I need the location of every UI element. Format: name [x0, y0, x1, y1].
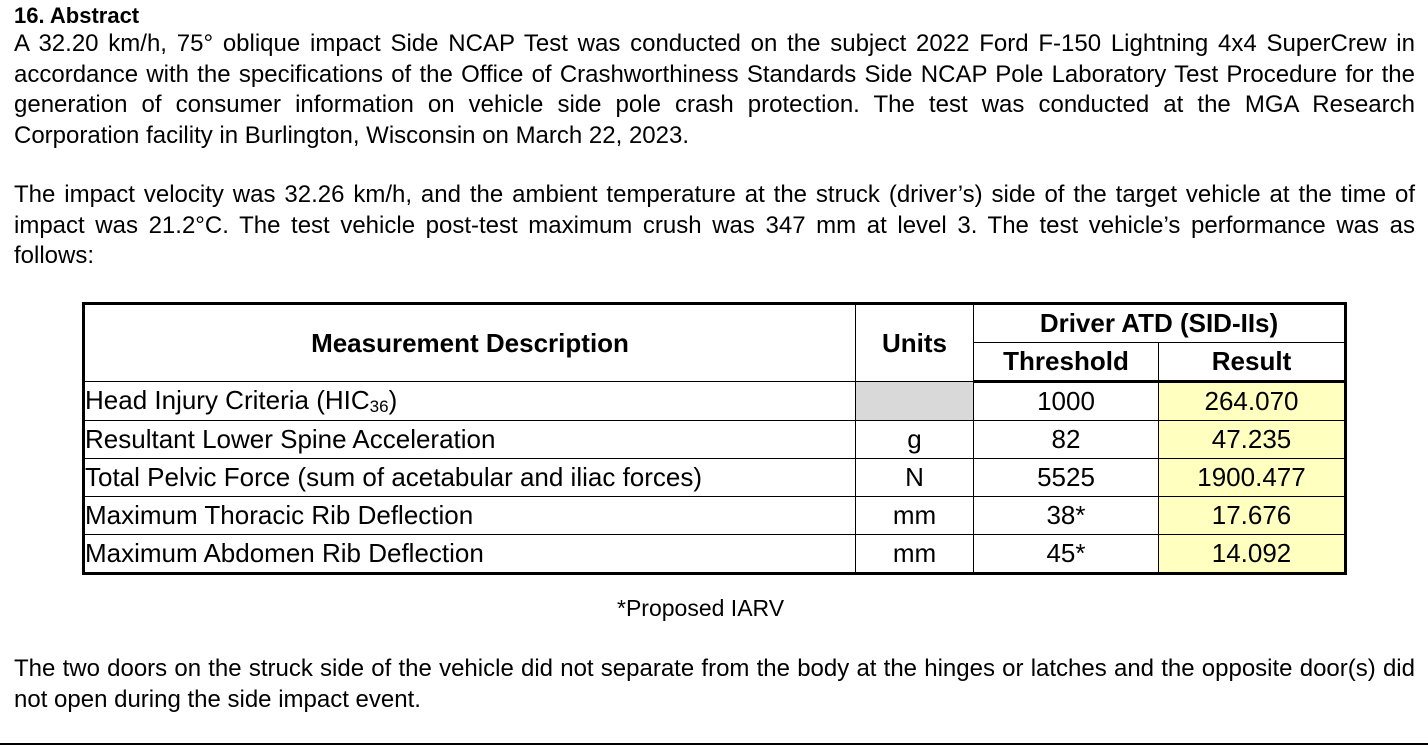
- header-units: Units: [856, 304, 974, 382]
- row-threshold: 5525: [974, 459, 1159, 497]
- abstract-paragraph-2: The impact velocity was 32.26 km/h, and the ambient temperature at the struck (driver’s) side of the target vehicle at the time of impact was 21.2°C. The test vehicle post-test maximum crush was 347 mm at level 3. The test vehicle’s performance was as follows:: [14, 181, 1415, 269]
- abstract-paragraph-3: The two doors on the struck side of the vehicle did not separate from the body at the hinges or latches and the opposite door(s) did not open during the side impact event.: [14, 655, 1415, 713]
- row-result: 1900.477: [1159, 459, 1346, 497]
- row-result: 264.070: [1159, 382, 1346, 421]
- row-units: mm: [856, 497, 974, 535]
- results-table: [82, 302, 1347, 575]
- row-units: mm: [856, 535, 974, 574]
- row-units: N: [856, 459, 974, 497]
- bottom-rule: [0, 743, 1428, 745]
- row-threshold: 38*: [974, 497, 1159, 535]
- row-description: Maximum Abdomen Rib Deflection: [84, 535, 856, 574]
- abstract-paragraph-1: A 32.20 km/h, 75° oblique impact Side NCAP Test was conducted on the subject 2022 Ford F-150 Lightning 4x4 SuperCrew in accordance with the specifications of the Office of Crashworthiness Standards Side NCAP Pole Laboratory Test Procedure for the generation of consumer information on vehicle side pole crash protection. The test was conducted at the MGA Research Corporation facility in Burlington, Wisconsin on March 22, 2023.: [14, 30, 1415, 149]
- header-result: Result: [1159, 343, 1346, 382]
- hic-subscript: 36: [369, 397, 389, 416]
- header-driver-atd: Driver ATD (SID-IIs): [974, 304, 1346, 343]
- header-threshold: Threshold: [974, 343, 1159, 382]
- row-description: Maximum Thoracic Rib Deflection: [84, 497, 856, 535]
- row-result: 14.092: [1159, 535, 1346, 574]
- section-heading: 16. Abstract: [14, 3, 140, 28]
- table-row: [84, 421, 1346, 459]
- row-threshold: 82: [974, 421, 1159, 459]
- row-result: 17.676: [1159, 497, 1346, 535]
- table-row: [84, 382, 1346, 421]
- row-threshold: 1000: [974, 382, 1159, 421]
- table-row: [84, 535, 1346, 574]
- row-units-empty: [856, 382, 974, 421]
- row-description: Total Pelvic Force (sum of acetabular and iliac forces): [84, 459, 856, 497]
- row-units: g: [856, 421, 974, 459]
- table-row: [84, 497, 1346, 535]
- header-measurement-description: Measurement Description: [84, 304, 856, 382]
- row-description: Head Injury Criteria $(HIC_{36})$: [84, 382, 856, 421]
- row-result: 47.235: [1159, 421, 1346, 459]
- row-threshold: 45*: [974, 535, 1159, 574]
- table-row: [84, 459, 1346, 497]
- row-description: Resultant Lower Spine Acceleration: [84, 421, 856, 459]
- table-footnote: *Proposed IARV: [617, 595, 785, 621]
